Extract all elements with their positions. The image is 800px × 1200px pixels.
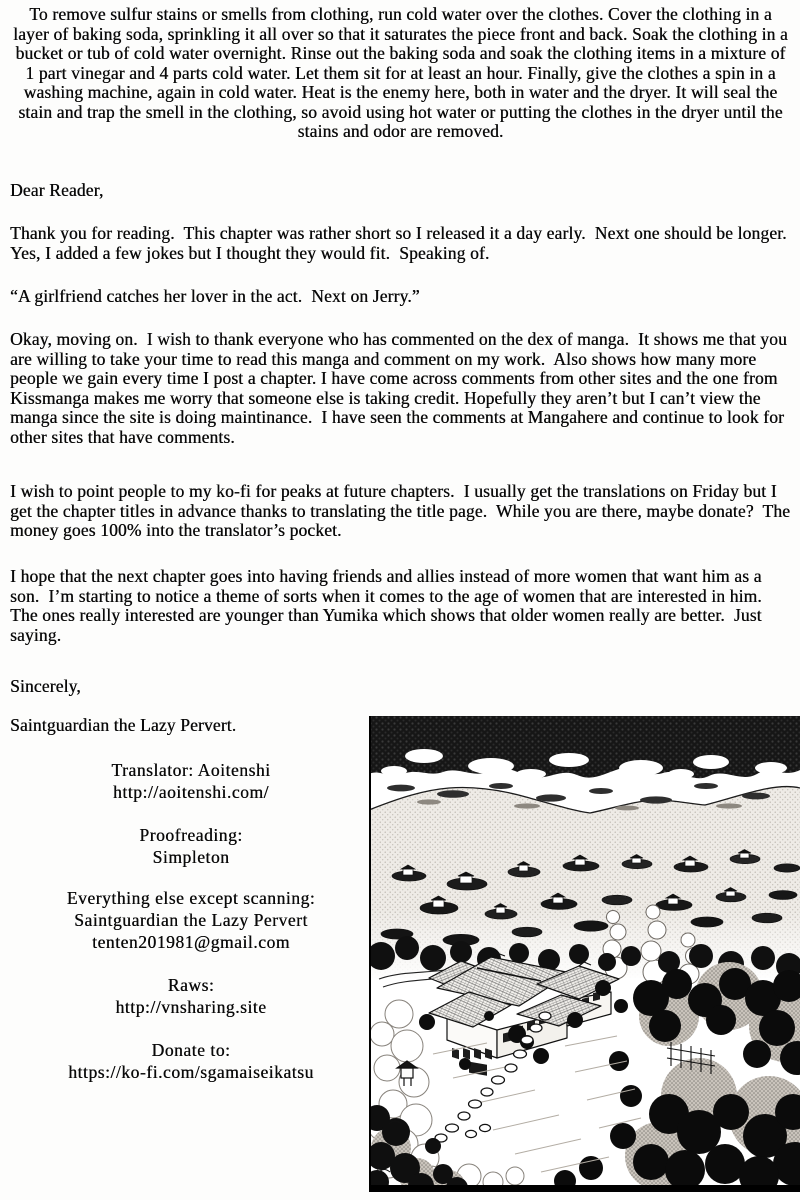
manga-landscape-art [369, 716, 800, 1192]
thanks-paragraph: Thank you for reading. This chapter was rather short so I released it a day early. Next one should be longer. Yes, I added a few jokes but I thought they would fit. Speaking of. [10, 223, 796, 263]
credit-donate [11, 1039, 371, 1083]
credit-email: tenten201981@gmail.com [92, 932, 290, 952]
credit-url: http://aoitenshi.com/ [113, 782, 269, 802]
credit-line: Everything else except scanning: [66, 888, 316, 908]
kofi-paragraph: I wish to point people to my ko-fi for peaks at future chapters. I usually get the translations on Friday but I get the chapter titles in advance thanks to translating the title page. While you are there, maybe donate? The money goes 100% into the translator’s pocket. [10, 481, 795, 540]
credit-line: Proofreading: [139, 825, 243, 845]
credit-url: http://vnsharing.site [115, 997, 267, 1017]
credit-line: Saintguardian the Lazy Pervert [74, 910, 308, 930]
manga-panel-artwork [369, 716, 800, 1192]
credit-line: Raws: [167, 975, 215, 995]
comments-paragraph: Okay, moving on. I wish to thank everyone who has commented on the dex of manga. It shows me that you are willing to take your time to read this manga and comment on my work. Also shows how many more people we gain every time I post a chapter. I have come across comments from other sites and the one from Kissmanga makes me worry that someone else is taking credit. Hopefully they aren’t but I can’t view the manga since the site is doing maintinance. I have seen the comments at Mangahere and continue to look for other sites that have comments. [10, 329, 792, 447]
credit-url: https://ko-fi.com/sgamaiseikatsu [68, 1062, 314, 1082]
next-chapter-paragraph: I hope that the next chapter goes into having friends and allies instead of more women that want him as a son. I’m starting to notice a theme of sorts when it comes to the age of women that are interested in him. The ones really interested are younger than Yumika which shows that older women really are better. Just saying. [10, 566, 771, 645]
credit-raws [11, 974, 371, 1018]
signature: Saintguardian the Lazy Pervert. [10, 715, 237, 735]
credit-line: Simpleton [152, 847, 230, 867]
salutation: Dear Reader, [10, 180, 104, 200]
credit-translator [11, 759, 371, 803]
credit-line: Donate to: [151, 1040, 231, 1060]
laundry-tip-paragraph: To remove sulfur stains or smells from clothing, run cold water over the clothes. Cover the clothing in a layer of baking soda, sprinkling it all over so that it saturates the piece front and back. Soak the clothing in a bucket or tub of cold water overnight. Rinse out the baking soda and soak the clothing items in a mixture of 1 part vinegar and 4 parts cold water. Let them sit for at least an hour. Finally, give the clothes a spin in a washing machine, again in cold water. Heat is the enemy here, both in water and the dryer. It will seal the stain and trap the smell in the clothing, so avoid using hot water or putting the clothes in the dryer until the stains and odor are removed. [13, 4, 793, 141]
credit-line: Translator: Aoitenshi [111, 760, 271, 780]
closing: Sincerely, [10, 676, 81, 696]
joke-quote: “A girlfriend catches her lover in the act. Next on Jerry.” [10, 286, 420, 306]
credit-everything-else [11, 887, 371, 953]
credit-proofreading [11, 824, 371, 868]
